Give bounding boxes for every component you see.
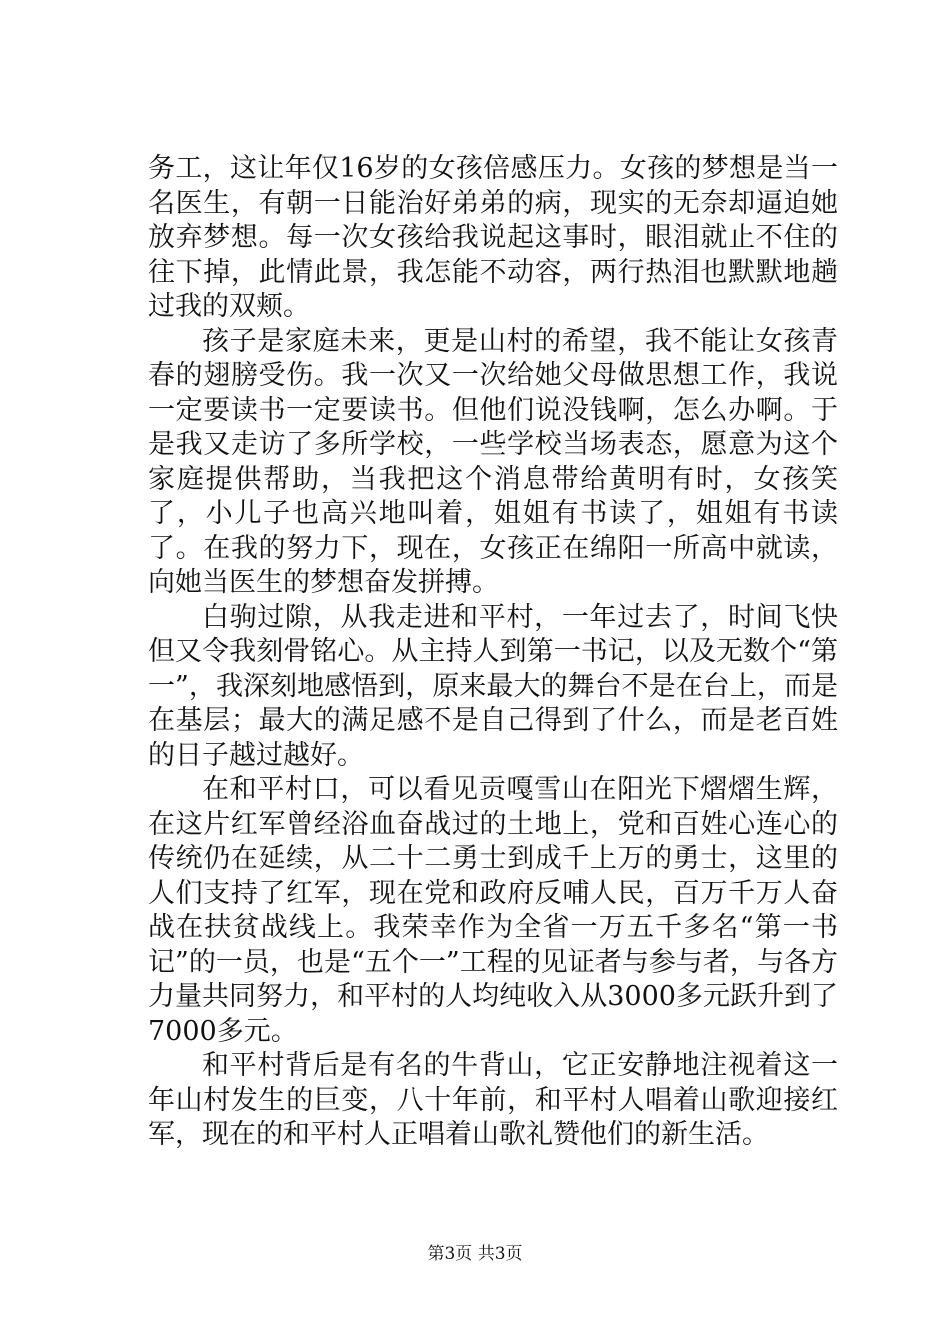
page-footer: 第3页 共3页 [427,1244,523,1264]
document-body [148,152,838,1153]
paragraph-children-hope: 孩子是家庭未来，更是山村的希望，我不能让女孩青春的翅膀受伤。我一次又一次给她父母做思想工作，我说一定要读书一定要读书。但他们说没钱啊，怎么办啊。于是我又走访了多所学校，一些学校当场表态，愿意为这个家庭提供帮助，当我把这个消息带给黄明有时，女孩笑了，小儿子也高兴地叫着，姐姐有书读了，姐姐有书读了。在我的努力下，现在，女孩正在绵阳一所高中就读，向她当医生的梦想奋发拼搏。 [148,325,838,598]
paragraph-continued: 务工，这让年仅16岁的女孩倍感压力。女孩的梦想是当一名医生，有朝一日能治好弟弟的病，现实的无奈却逼迫她放弃梦想。每一次女孩给我说起这事时，眼泪就止不住的往下掉，此情此景，我怎能不动容，两行热泪也默默地趟过我的双颊。 [148,153,838,322]
paragraph-village-entrance: 在和平村口，可以看见贡嘎雪山在阳光下熠熠生辉，在这片红军曾经浴血奋战过的土地上，党和百姓心连心的传统仍在延续，从二十二勇士到成千上万的勇士，这里的人们支持了红军，现在党和政府反哺人民，百万千万人奋战在扶贫战线上。我荣幸作为全省一万五千多名“第一书记”的一员，也是“五个一”工程的见证者与参与者，与各方力量共同努力，和平村的人均纯收入从3000多元跃升到了7000多元。 [148,774,838,1047]
paragraph-one-year: 白驹过隙，从我走进和平村，一年过去了，时间飞快但又令我刻骨铭心。从主持人到第一书记，以及无数个“第一”，我深刻地感悟到，原来最大的舞台不是在台上，而是在基层；最大的满足感不是自己得到了什么，而是老百姓的日子越过越好。 [148,601,838,771]
paragraph-niubei-mountain: 和平村背后是有名的牛背山，它正安静地注视着这一年山村发生的巨变，八十年前，和平村人唱着山歌迎接红军，现在的和平村人正唱着山歌礼赞他们的新生活。 [148,1050,838,1150]
